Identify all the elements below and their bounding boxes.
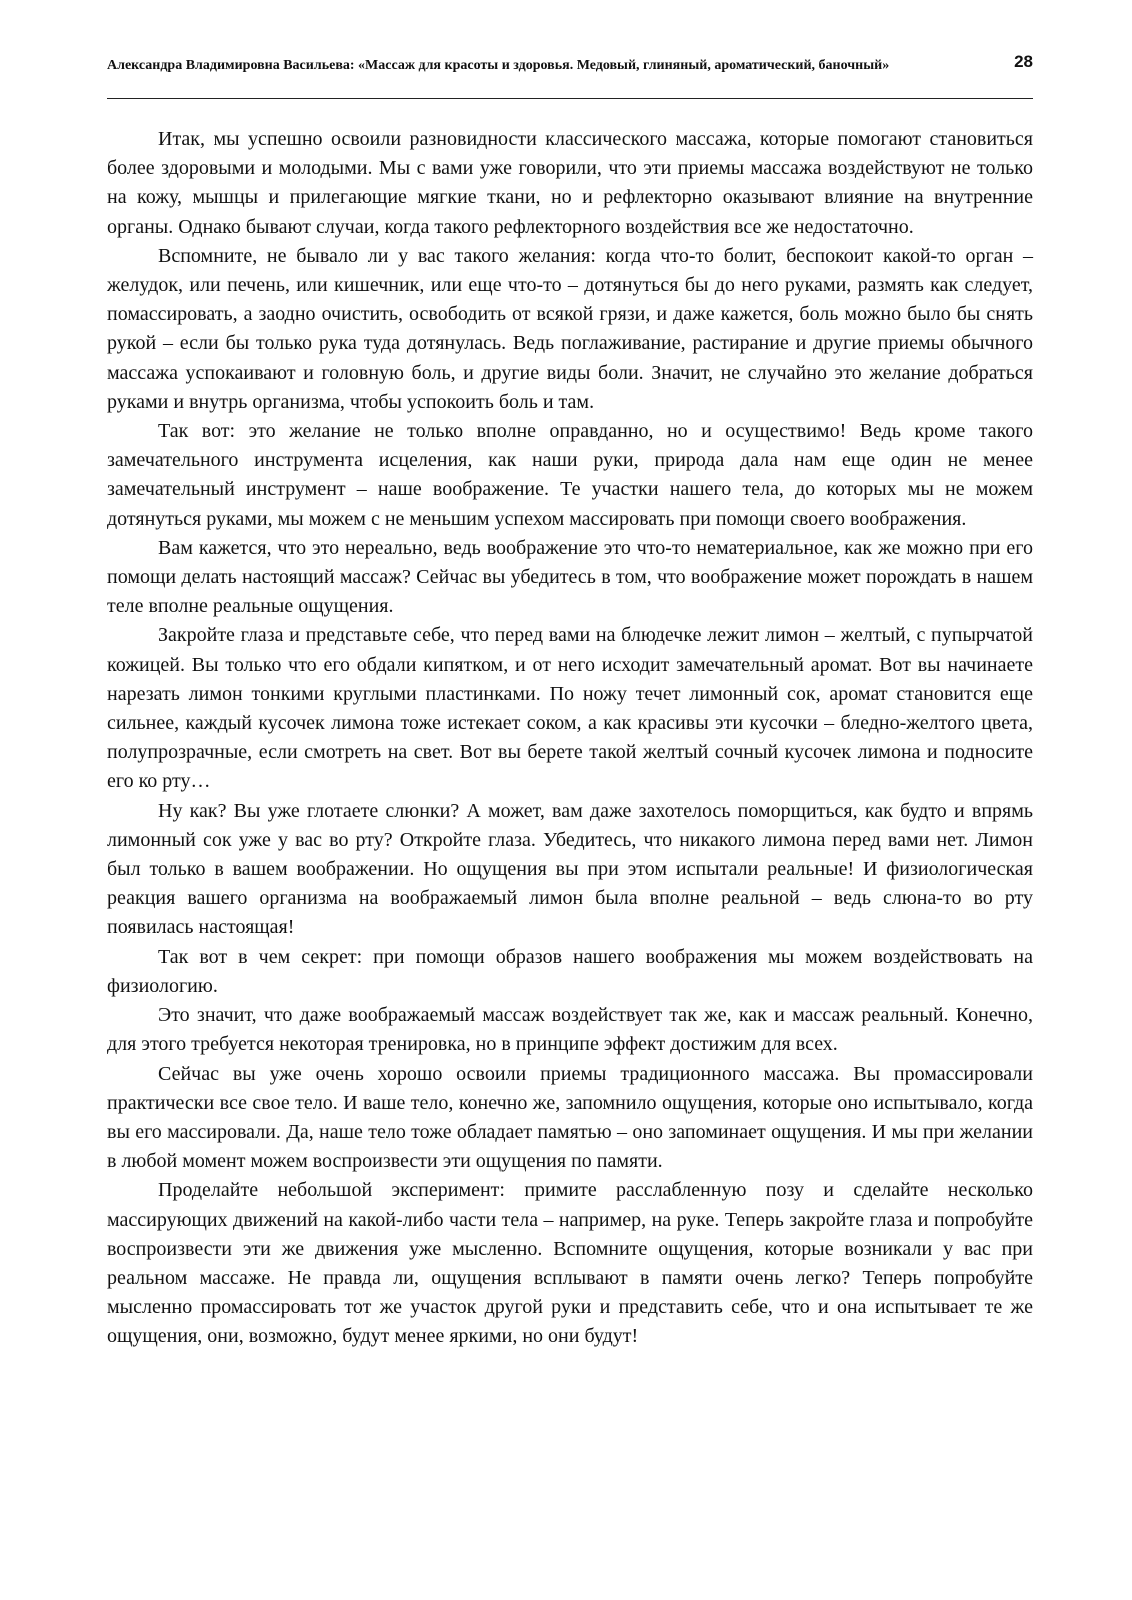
- body-text: [107, 125, 1033, 1352]
- page-header: [107, 52, 1033, 99]
- page-number: 28: [1014, 52, 1033, 71]
- running-title: Александра Владимировна Васильева: «Массаж для красоты и здоровья. Медовый, глиняный, ароматический, баночный»: [107, 58, 890, 73]
- paragraph: Так вот в чем секрет: при помощи образов нашего воображения мы можем воздействовать на физиологию.: [107, 945, 1033, 997]
- paragraph: Вам кажется, что это нереально, ведь воображение это что-то нематериальное, как же можно при его помощи делать настоящий массаж? Сейчас вы убедитесь в том, что воображение может порождать в нашем теле вполне реальные ощущения.: [107, 536, 1033, 618]
- paragraph: Ну как? Вы уже глотаете слюнки? А может, вам даже захотелось поморщиться, как будто и впрямь лимонный сок уже у вас во рту? Откройте глаза. Убедитесь, что никакого лимона перед вами нет. Лимон был только в вашем воображении. Но ощущения вы при этом испытали реальные! И физиологическая реакция вашего организма на воображаемый лимон была вполне реальной – ведь слюна-то во рту появилась настоящая!: [107, 799, 1033, 939]
- paragraph: Итак, мы успешно освоили разновидности классического массажа, которые помогают становиться более здоровыми и молодыми. Мы с вами уже говорили, что эти приемы массажа воздействуют не только на кожу, мышцы и прилегающие мягкие ткани, но и рефлекторно оказывают влияние на внутренние органы. Однако бывают случаи, когда такого рефлекторного воздействия все же недостаточно.: [107, 128, 1033, 238]
- paragraph: Проделайте небольшой эксперимент: примите расслабленную позу и сделайте несколько массирующих движений на какой-либо части тела – например, на руке. Теперь закройте глаза и попробуйте воспроизвести эти же движения уже мысленно. Вспомните ощущения, которые возникали у вас при реальном массаже. Не правда ли, ощущения всплывают в памяти очень легко? Теперь попробуйте мысленно промассировать тот же участок другой руки и представить себе, что и она испытывает те же ощущения, они, возможно, будут менее яркими, но они будут!: [107, 1179, 1033, 1348]
- paragraph: Это значит, что даже воображаемый массаж воздействует так же, как и массаж реальный. Конечно, для этого требуется некоторая тренировка, но в принципе эффект достижим для всех.: [107, 1004, 1033, 1056]
- paragraph: Закройте глаза и представьте себе, что перед вами на блюдечке лежит лимон – желтый, с пупырчатой кожицей. Вы только что его обдали кипятком, и от него исходит замечательный аромат. Вот вы начинаете нарезать лимон тонкими круглыми пластинками. По ножу течет лимонный сок, аромат становится еще сильнее, каждый кусочек лимона тоже истекает соком, а как красивы эти кусочки – бледно-желтого цвета, полупрозрачные, если смотреть на свет. Вот вы берете такой желтый сочный кусочек лимона и подносите его ко рту…: [107, 624, 1033, 793]
- paragraph: Сейчас вы уже очень хорошо освоили приемы традиционного массажа. Вы промассировали практически все свое тело. И ваше тело, конечно же, запомнило ощущения, которые оно испытывало, когда вы его массировали. Да, наше тело тоже обладает памятью – оно запоминает ощущения. И мы при желании в любой момент можем воспроизвести эти ощущения по памяти.: [107, 1062, 1033, 1173]
- paragraph: Так вот: это желание не только вполне оправданно, но и осуществимо! Ведь кроме такого замечательного инструмента исцеления, как наши руки, природа дала нам еще один не менее замечательный инструмент – наше воображение. Те участки нашего тела, до которых мы не можем дотянуться руками, мы можем с не меньшим успехом массировать при помощи своего воображения.: [107, 420, 1033, 530]
- paragraph: Вспомните, не бывало ли у вас такого желания: когда что-то болит, беспокоит какой-то орган – желудок, или печень, или кишечник, или еще что-то – дотянуться бы до него руками, размять как следует, помассировать, а заодно очистить, освободить от всякой грязи, и даже кажется, боль можно было бы снять рукой – если бы только рука туда дотянулась. Ведь поглаживание, растирание и другие приемы обычного массажа успокаивают и головную боль, и другие виды боли. Значит, не случайно это желание добраться руками и внутрь организма, чтобы успокоить боль и там.: [107, 244, 1033, 413]
